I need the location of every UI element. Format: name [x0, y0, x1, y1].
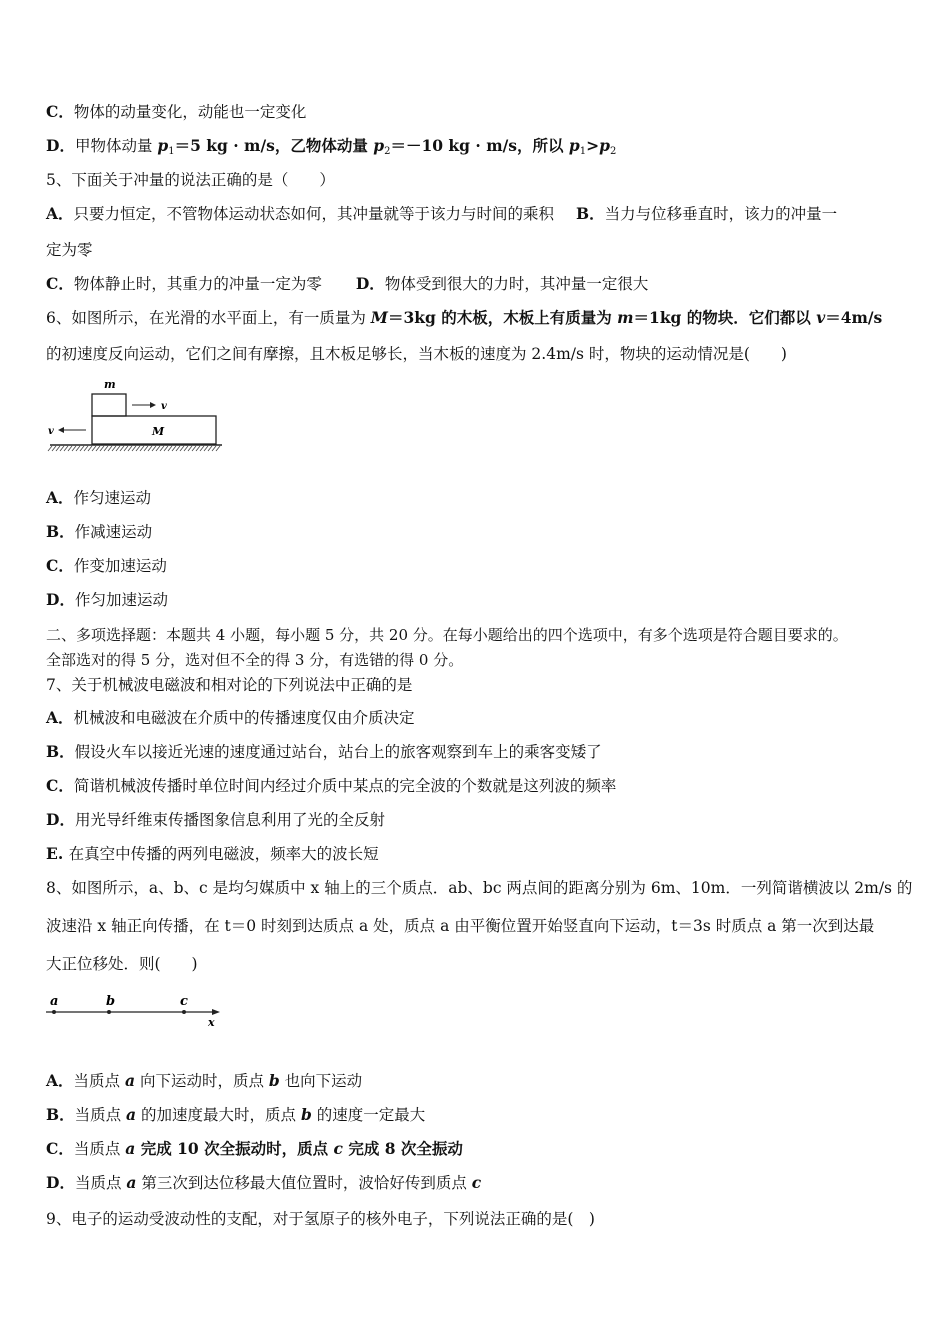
option-text: 物体静止时，其重力的冲量一定为零 — [73, 275, 322, 293]
hatch-stroke — [164, 446, 168, 451]
stem-text: 6、如图所示，在光滑的水平面上，有一质量为 — [46, 309, 371, 327]
option-text: 作减速运动 — [74, 523, 153, 541]
hatch-stroke — [112, 446, 116, 451]
hatch-stroke — [140, 446, 144, 451]
option-text: 当质点 — [74, 1106, 127, 1124]
q9-stem: 9、电子的运动受波动性的支配，对于氢原子的核外电子，下列说法正确的是( ) — [46, 1210, 595, 1228]
math-var: a — [126, 1105, 137, 1124]
hatch-stroke — [72, 446, 76, 451]
option-text: 的加速度最大时，质点 — [136, 1106, 301, 1124]
hatch-stroke — [76, 446, 80, 451]
hatch-stroke — [160, 446, 164, 451]
hatch-stroke — [128, 446, 132, 451]
stem-text: ＝1kg 的物块．它们都以 — [633, 308, 817, 327]
hatch-stroke — [120, 446, 124, 451]
math-var: v — [816, 308, 826, 327]
math-var: b — [268, 1071, 280, 1090]
hatch-stroke — [80, 446, 84, 451]
hatch-stroke — [132, 446, 136, 451]
option-text: 的速度一定最大 — [311, 1106, 426, 1124]
option-text: 第三次到达位移最大值位置时，波恰好传到质点 — [136, 1174, 472, 1192]
option-text: 假设火车以接近光速的速度通过站台，站台上的旅客观察到车上的乘客变矮了 — [74, 743, 602, 761]
math-sub: 2 — [384, 146, 391, 157]
label-v-right: v — [161, 401, 167, 412]
option-text: 甲物体动量 — [74, 137, 158, 155]
math-var: m — [617, 308, 634, 327]
math-sub: 1 — [579, 146, 587, 157]
q8-stem-line1: 8、如图所示，a、b、c 是均匀媒质中 x 轴上的三个质点．ab、bc 两点间的距离分别为 6m、10m．一列简谐横波以 2m/s 的 — [46, 879, 913, 897]
hatch-stroke — [156, 446, 160, 451]
math-var: a — [126, 1173, 137, 1192]
label-m: m — [104, 378, 116, 391]
math-sub: 1 — [168, 146, 175, 157]
option-label: A． — [46, 488, 74, 507]
option-text: ＝－10 kg · m/s，所以 — [390, 136, 569, 155]
option-text: 也向下运动 — [279, 1072, 363, 1090]
hatch-stroke — [64, 446, 68, 451]
option-label: D． — [46, 1173, 75, 1192]
option-label: B． — [46, 1105, 75, 1124]
hatch-stroke — [168, 446, 172, 451]
q8-option-a — [46, 1071, 916, 1091]
hatch-stroke — [68, 446, 72, 451]
hatch-stroke — [196, 446, 200, 451]
section2-heading-line2: 全部选对的得 5 分，选对但不全的得 3 分，有选错的得 0 分。 — [46, 651, 464, 669]
hatch-stroke — [212, 446, 216, 451]
block-m — [92, 394, 126, 416]
q6-stem-line2: 的初速度反向运动，它们之间有摩擦，且木板足够长，当木板的速度为 2.4m/s 时，物块的运动情况是( ) — [46, 345, 787, 363]
q4-option-d — [46, 136, 916, 156]
hatch-stroke — [84, 446, 88, 451]
q6-option-a — [46, 488, 916, 508]
hatch-stroke — [180, 446, 184, 451]
hatch-stroke — [136, 446, 140, 451]
math-var: c — [333, 1139, 343, 1158]
q8-option-b — [46, 1105, 916, 1125]
stem-text: ＝3kg 的木板，木板上有质量为 — [387, 308, 618, 327]
hatch-stroke — [92, 446, 96, 451]
option-text: 当质点 — [73, 1072, 125, 1090]
option-text: ＝5 kg · m/s，乙物体动量 — [174, 136, 374, 155]
q8-stem-line2: 波速沿 x 轴正向传播，在 t＝0 时刻到达质点 a 处，质点 a 由平衡位置开始竖直向下运动，t＝3s 时质点 a 第一次到达最 — [46, 917, 875, 935]
q8-option-d — [46, 1173, 916, 1193]
hatch-stroke — [204, 446, 208, 451]
label-b: b — [106, 994, 116, 1009]
math-var: a — [124, 1071, 136, 1090]
q7-stem: 7、关于机械波电磁波和相对论的下列说法中正确的是 — [46, 676, 413, 694]
hatch-stroke — [216, 446, 220, 451]
q7-option-a — [46, 708, 916, 728]
option-text: 向下运动时，质点 — [135, 1072, 269, 1090]
option-label: B． — [46, 522, 75, 541]
label-M: M — [152, 425, 165, 438]
option-text: 物体受到很大的力时，其冲量一定很大 — [384, 275, 649, 293]
option-label: D． — [46, 590, 75, 609]
section2-heading-line1: 二、多项选择题：本题共 4 小题，每小题 5 分，共 20 分。在每小题给出的四个选项中，有多个选项是符合题目要求的。 — [46, 626, 848, 644]
point-c — [182, 1010, 186, 1014]
hatch-stroke — [188, 446, 192, 451]
label-x: x — [208, 1016, 215, 1029]
point-a — [52, 1010, 56, 1014]
math-op: > — [586, 136, 600, 155]
stem-text: ＝4m/s — [825, 308, 883, 327]
hatch-stroke — [60, 446, 64, 451]
q5-stem: 5、下面关于冲量的说法正确的是（ ） — [46, 171, 335, 189]
option-text: 只要力恒定，不管物体运动状态如何，其冲量就等于该力与时间的乘积 — [73, 205, 555, 223]
q7-option-c — [46, 776, 916, 796]
option-label: A． — [46, 1071, 74, 1090]
option-text: 机械波和电磁波在介质中的传播速度仅由介质决定 — [73, 709, 415, 727]
q7-option-d — [46, 810, 916, 830]
point-b — [107, 1010, 111, 1014]
math-var: a — [125, 1139, 136, 1158]
q5-options-cd — [46, 274, 916, 294]
hatch-stroke — [152, 446, 156, 451]
hatch-stroke — [96, 446, 100, 451]
hatch-stroke — [124, 446, 128, 451]
q6-option-c — [46, 556, 916, 576]
ground-hatch — [48, 446, 220, 451]
arrow-right-head — [150, 402, 156, 408]
q6-stem-line1 — [46, 308, 916, 328]
option-text: 当力与位移垂直时，该力的冲量一 — [604, 205, 838, 223]
hatch-stroke — [48, 446, 52, 451]
option-label: C． — [46, 274, 74, 293]
q7-option-e — [46, 844, 916, 864]
hatch-stroke — [116, 446, 120, 451]
option-label: C． — [46, 556, 74, 575]
hatch-stroke — [148, 446, 152, 451]
math-var: M — [370, 308, 388, 327]
hatch-stroke — [184, 446, 188, 451]
hatch-stroke — [52, 446, 56, 451]
option-text: 当质点 — [73, 1140, 126, 1158]
option-text: 简谐机械波传播时单位时间内经过介质中某点的完全波的个数就是这列波的频率 — [73, 777, 617, 795]
x-axis-arrow — [212, 1009, 220, 1015]
q6-option-d — [46, 590, 916, 610]
math-var: p — [599, 136, 610, 155]
option-label: B． — [46, 742, 75, 761]
option-label: E. — [46, 844, 69, 863]
q8-stem-line3: 大正位移处．则( ) — [46, 955, 198, 973]
hatch-stroke — [192, 446, 196, 451]
option-text: 完成 10 次全振动时，质点 — [135, 1139, 334, 1158]
hatch-stroke — [88, 446, 92, 451]
option-text: 作匀速运动 — [73, 489, 152, 507]
option-label: A． — [46, 708, 74, 727]
option-label: A． — [46, 204, 74, 223]
hatch-stroke — [208, 446, 212, 451]
q5-options-ab — [46, 204, 916, 224]
q6-figure-block-on-board — [46, 374, 226, 456]
q5-option-b-cont: 定为零 — [46, 241, 93, 259]
hatch-stroke — [56, 446, 60, 451]
label-c: c — [180, 994, 188, 1009]
hatch-stroke — [172, 446, 176, 451]
q8-figure-x-axis — [44, 990, 224, 1030]
option-text: 作匀加速运动 — [74, 591, 168, 609]
option-text: 在真空中传播的两列电磁波，频率大的波长短 — [68, 845, 379, 863]
option-label: D． — [355, 274, 385, 293]
q7-option-b — [46, 742, 916, 762]
hatch-stroke — [200, 446, 204, 451]
option-label: C． — [46, 1139, 74, 1158]
hatch-stroke — [176, 446, 180, 451]
option-text: 当质点 — [74, 1174, 127, 1192]
label-v-left: v — [48, 426, 54, 437]
option-text: 完成 8 次全振动 — [342, 1139, 463, 1158]
option-label: C． — [46, 102, 74, 121]
hatch-stroke — [108, 446, 112, 451]
math-var: c — [471, 1173, 482, 1192]
option-label: D． — [46, 136, 75, 155]
hatch-stroke — [104, 446, 108, 451]
arrow-left-head — [58, 427, 64, 433]
label-a: a — [50, 994, 59, 1009]
hatch-stroke — [144, 446, 148, 451]
q6-option-b — [46, 522, 916, 542]
option-text: 作变加速运动 — [73, 557, 167, 575]
math-var: p — [157, 136, 169, 155]
math-var: p — [373, 136, 385, 155]
math-var: p — [568, 136, 580, 155]
option-text: 用光导纤维束传播图象信息利用了光的全反射 — [74, 811, 385, 829]
option-label: C． — [46, 776, 74, 795]
option-text: 物体的动量变化，动能也一定变化 — [73, 103, 307, 121]
hatch-stroke — [100, 446, 104, 451]
q8-option-c — [46, 1139, 916, 1159]
q4-option-c — [46, 102, 916, 122]
math-sub: 2 — [609, 146, 617, 157]
option-label: B． — [576, 204, 605, 223]
math-var: b — [300, 1105, 312, 1124]
option-label: D． — [46, 810, 75, 829]
